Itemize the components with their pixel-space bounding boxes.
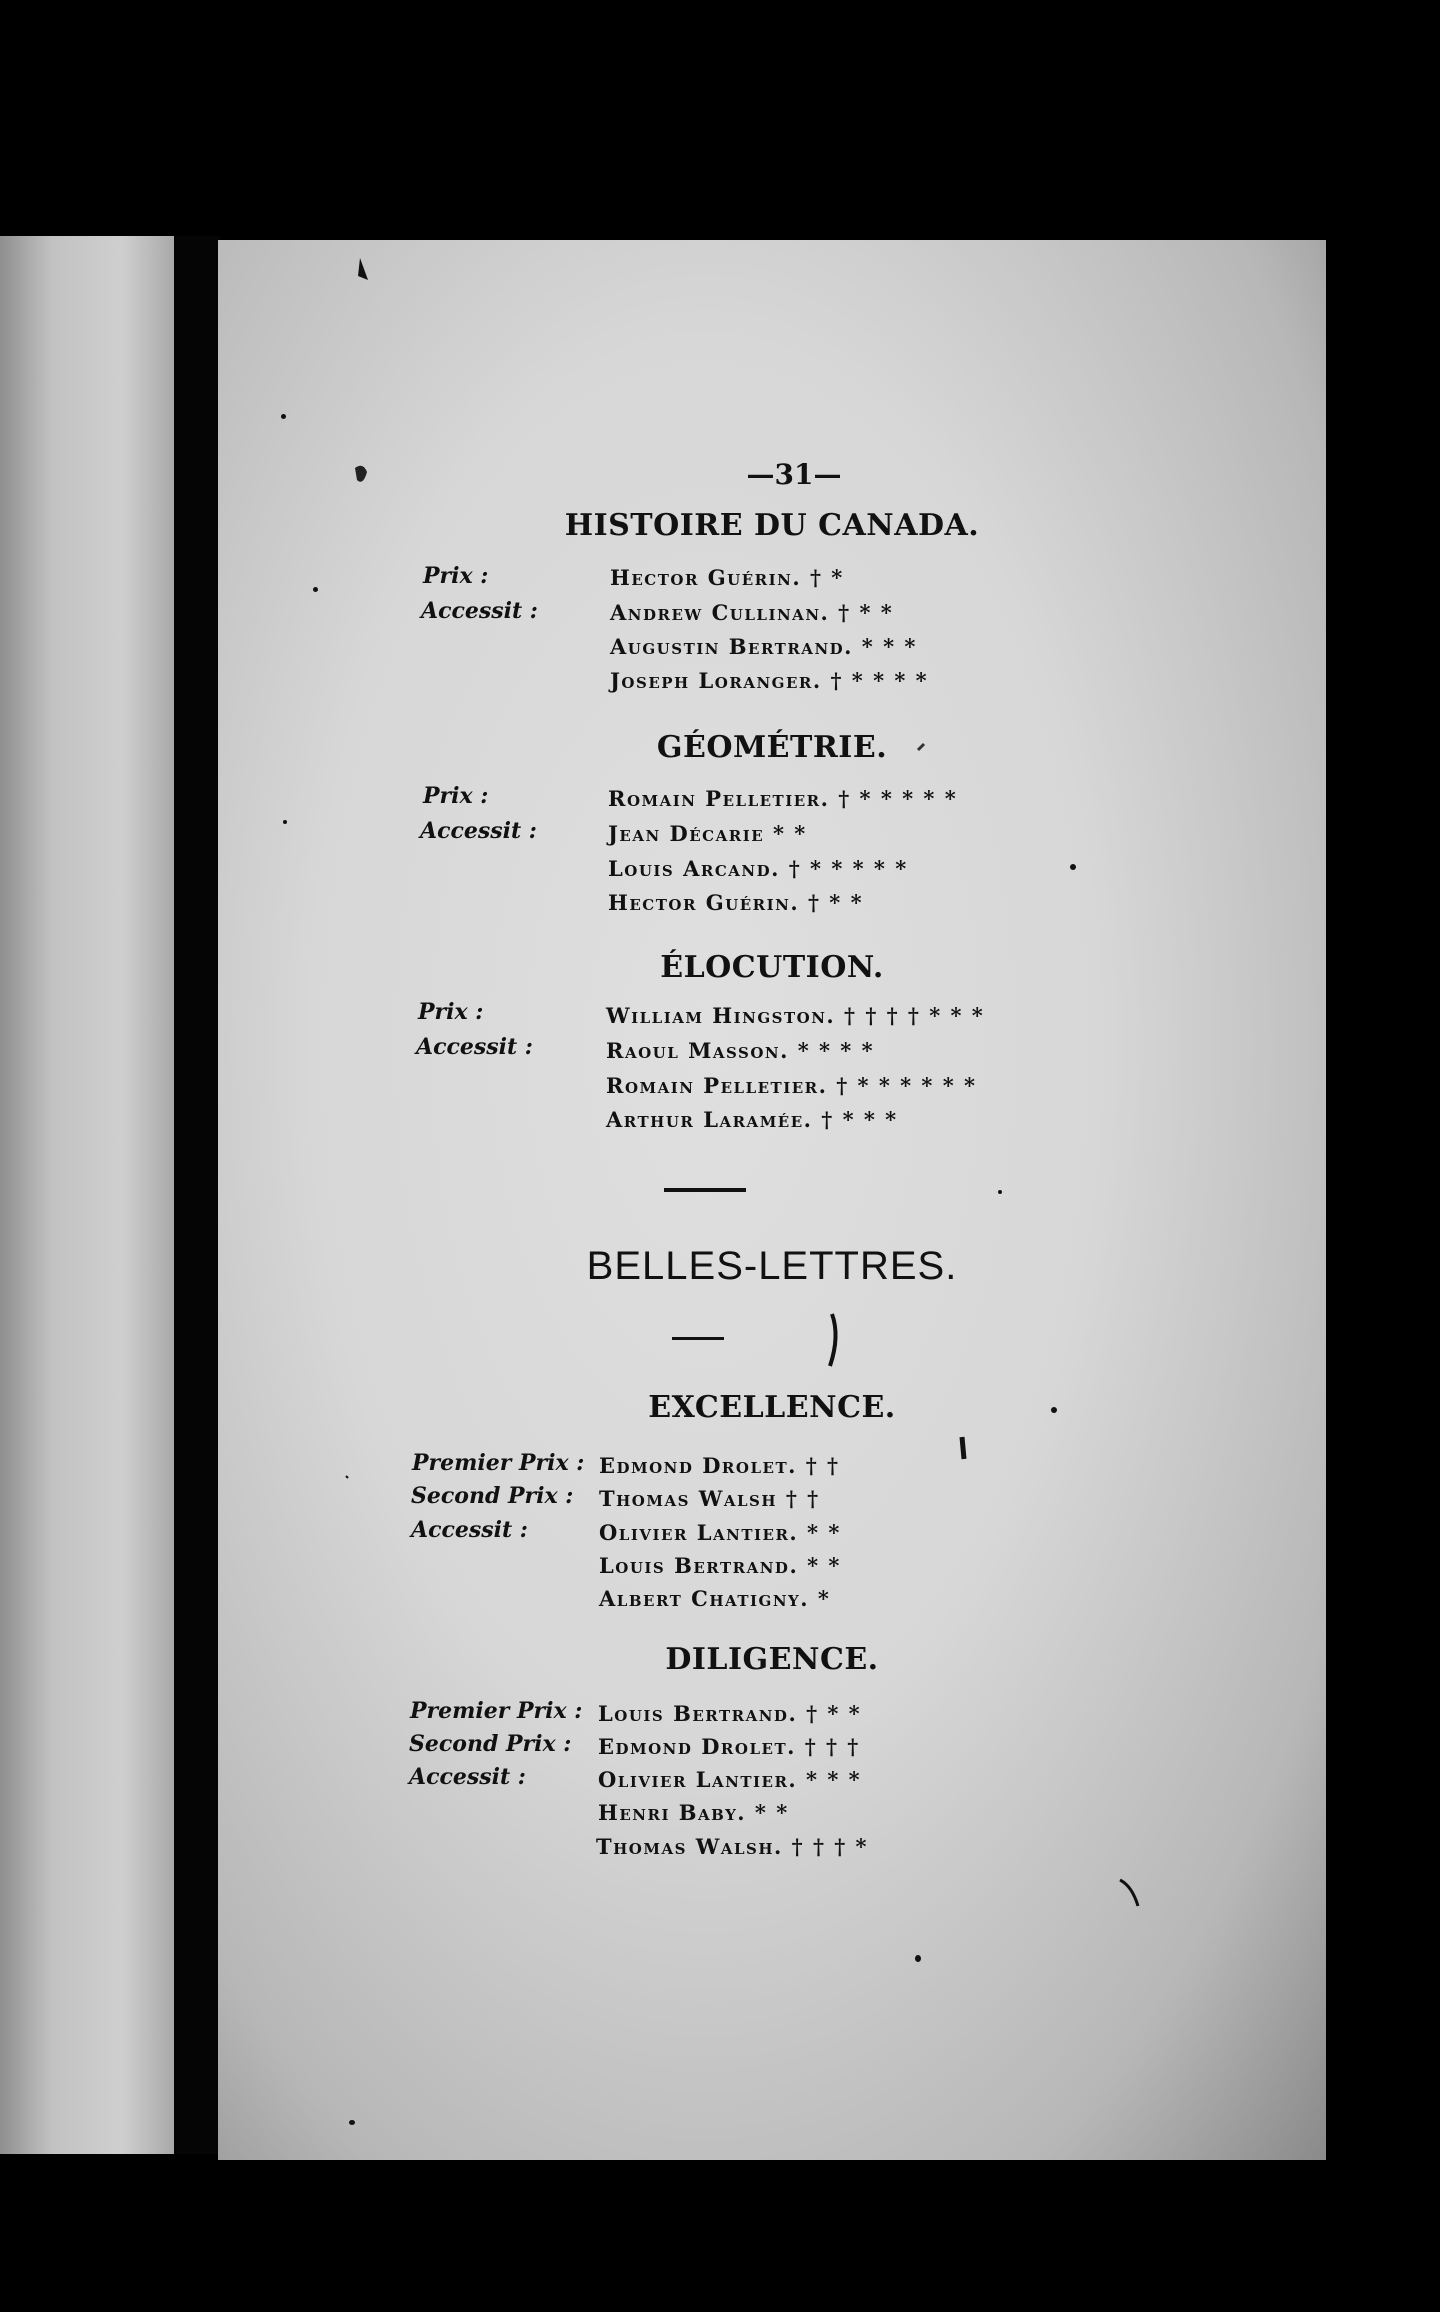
student-name: Augustin Bertrand. * * * <box>610 634 917 659</box>
section-title-diligence: DILIGENCE. <box>665 1642 879 1677</box>
student-name: Olivier Lantier. * * <box>599 1520 841 1545</box>
award-label: Prix : <box>418 999 484 1025</box>
student-name: Louis Bertrand. * * <box>599 1553 841 1578</box>
book-gutter <box>174 236 220 2154</box>
award-label: Prix : <box>423 783 489 809</box>
award-label: Accessit : <box>420 818 537 844</box>
award-label: Accessit : <box>421 598 538 624</box>
student-name: Thomas Walsh † † <box>599 1486 820 1511</box>
student-name: Louis Bertrand. † * * <box>598 1701 862 1726</box>
page-number: —31— <box>746 458 842 491</box>
student-name: Hector Guérin. † * * <box>608 890 864 915</box>
award-label: Second Prix : <box>409 1731 572 1757</box>
student-name: Andrew Cullinan. † * * <box>610 600 894 625</box>
student-name: Henri Baby. * * <box>598 1800 789 1825</box>
student-name: Louis Arcand. † * * * * * <box>608 856 908 881</box>
student-name: Jean Décarie * * <box>608 821 807 846</box>
student-name: Edmond Drolet. † † † <box>598 1734 860 1759</box>
student-name: Hector Guérin. † * <box>610 565 844 590</box>
student-name: Romain Pelletier. † * * * * * * <box>606 1073 977 1098</box>
student-name: Albert Chatigny. * <box>599 1586 831 1611</box>
student-name: Edmond Drolet. † † <box>599 1453 840 1478</box>
student-name: Arthur Laramée. † * * * <box>606 1107 898 1132</box>
facing-page-edge <box>0 236 174 2154</box>
paper-specks <box>218 240 1326 2160</box>
student-name: Thomas Walsh. † † † * <box>596 1834 869 1859</box>
award-label: Accessit : <box>411 1517 528 1543</box>
section-title-geometrie: GÉOMÉTRIE. <box>656 730 888 765</box>
section-title-elocution: ÉLOCUTION. <box>660 950 884 985</box>
section-title-histoire: HISTOIRE DU CANADA. <box>564 508 980 543</box>
student-name: Romain Pelletier. † * * * * * <box>608 786 958 811</box>
award-label: Accessit : <box>409 1764 526 1790</box>
student-name: Raoul Masson. * * * * <box>606 1038 875 1063</box>
book-page <box>218 240 1326 2160</box>
award-label: Premier Prix : <box>412 1450 585 1476</box>
student-name: Olivier Lantier. * * * <box>598 1767 862 1792</box>
student-name: Joseph Loranger. † * * * * <box>610 668 929 693</box>
section-title-excellence: EXCELLENCE. <box>648 1390 896 1425</box>
award-label: Prix : <box>423 563 489 589</box>
division-title: BELLES-LETTRES. <box>586 1244 958 1288</box>
award-label: Second Prix : <box>411 1483 574 1509</box>
award-label: Accessit : <box>416 1034 533 1060</box>
award-label: Premier Prix : <box>410 1698 583 1724</box>
student-name: William Hingston. † † † † * * * <box>606 1003 985 1028</box>
